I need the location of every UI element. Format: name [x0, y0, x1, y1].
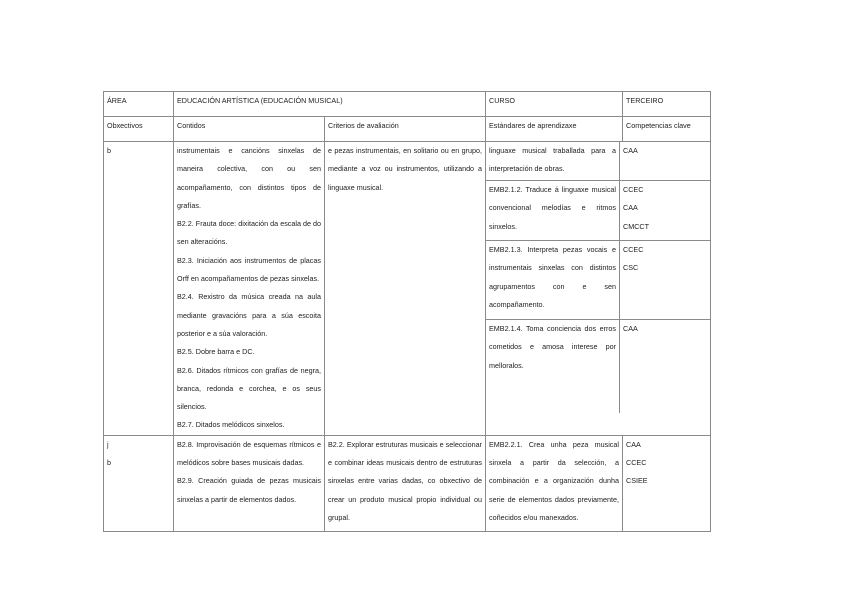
area-label: ÁREA	[104, 92, 174, 117]
header-row	[104, 92, 711, 117]
competency: CCEC	[623, 185, 644, 194]
standard-row	[486, 142, 710, 180]
criterion: B2.2. Explorar estruturas musicais e seleccionar e combinar ideas musicais dentro de estruturas sinxelas entre varias dadas, co obxectivo de crear un produto musical propio individual ou grupal.	[328, 439, 483, 522]
contents-cell	[174, 435, 325, 531]
standard-text: linguaxe musical traballada para a interpretación de obras.	[489, 146, 617, 174]
competency: CMCCT	[623, 221, 649, 231]
standard-text: EMB2.1.4. Toma conciencia dos erros cometidos e amosa interese por melloralos.	[489, 324, 617, 370]
curso-value: TERCEIRO	[623, 92, 711, 117]
competency: CAA	[623, 146, 638, 155]
criteria-cell	[325, 142, 486, 436]
criterion: e pezas instrumentais, en solitario ou en grupo, mediante a voz ou instrumentos, utilizando a linguaxe musical.	[328, 146, 483, 192]
curriculum-table	[103, 91, 711, 532]
content-item: instrumentais e cancións sinxelas de maneira colectiva, con ou sen acompañamento, con distintos tipos de grafías.	[177, 146, 321, 210]
competency: CAA	[623, 324, 638, 333]
column-header: Criterios de avaliación	[325, 117, 486, 142]
competencies-cell	[623, 435, 711, 531]
standards-cell	[486, 142, 711, 436]
competency: CSC	[623, 263, 639, 273]
standard-text: EMB2.1.2. Traduce á linguaxe musical convencional melodías e ritmos sinxelos.	[489, 185, 617, 231]
standards-cell	[486, 435, 623, 531]
content-item: B2.4. Rexistro da música creada na aula mediante gravacións para a súa escoita posterior e a súa valoración.	[177, 292, 321, 338]
standard-text: EMB2.2.1. Crea unha peza musical sinxela a partir da selección, a combinación e a organización dunha serie de elementos dados previamente, coñecidos e/ou manexados.	[489, 439, 620, 522]
competency: CCEC	[626, 458, 647, 468]
column-header: Estándares de aprendizaxe	[486, 117, 623, 142]
standard-row	[486, 240, 710, 319]
content-item: B2.8. Improvisación de esquemas rítmicos e melódicos sobre bases musicais dadas.	[177, 439, 321, 468]
content-item: B2.3. Iniciación aos instrumentos de placas Orff en acompañamentos de pezas sinxelas.	[177, 255, 321, 284]
standard-row	[486, 319, 710, 413]
objectives-cell	[104, 142, 174, 436]
objectives-cell	[104, 435, 174, 531]
contents-cell	[174, 142, 325, 436]
column-header: Contidos	[174, 117, 325, 142]
competency: CAA	[623, 203, 638, 213]
competency: CCEC	[623, 245, 644, 254]
competency: CAA	[626, 439, 641, 449]
content-item: B2.5. Dobre barra e DC.	[177, 347, 255, 357]
objective: j	[107, 439, 109, 449]
objective: b	[107, 146, 111, 155]
column-header: Competencias clave	[623, 117, 711, 142]
competency: CSIEE	[626, 476, 648, 486]
table-row	[104, 142, 711, 436]
standard-row	[486, 180, 710, 240]
content-item: B2.6. Ditados rítmicos con grafías de negra, branca, redonda e corchea, e os seus silencios.	[177, 365, 321, 412]
content-item: B2.2. Frauta doce: dixitación da escala de do sen alteracións.	[177, 219, 321, 247]
column-header: Obxectivos	[104, 117, 174, 142]
content-item: B2.7. Ditados melódicos sinxelos.	[177, 420, 285, 430]
curso-label: CURSO	[486, 92, 623, 117]
column-header-row	[104, 117, 711, 142]
table-row	[104, 435, 711, 531]
standard-text: EMB2.1.3. Interpreta pezas vocais e instrumentais sinxelas con distintos agrupamentos con e sen acompañamento.	[489, 245, 617, 309]
area-value: EDUCACIÓN ARTÍSTICA (EDUCACIÓN MUSICAL)	[174, 92, 486, 117]
criteria-cell	[325, 435, 486, 531]
content-item: B2.9. Creación guiada de pezas musicais sinxelas a partir de elementos dados.	[177, 476, 321, 504]
objective: b	[107, 458, 111, 468]
